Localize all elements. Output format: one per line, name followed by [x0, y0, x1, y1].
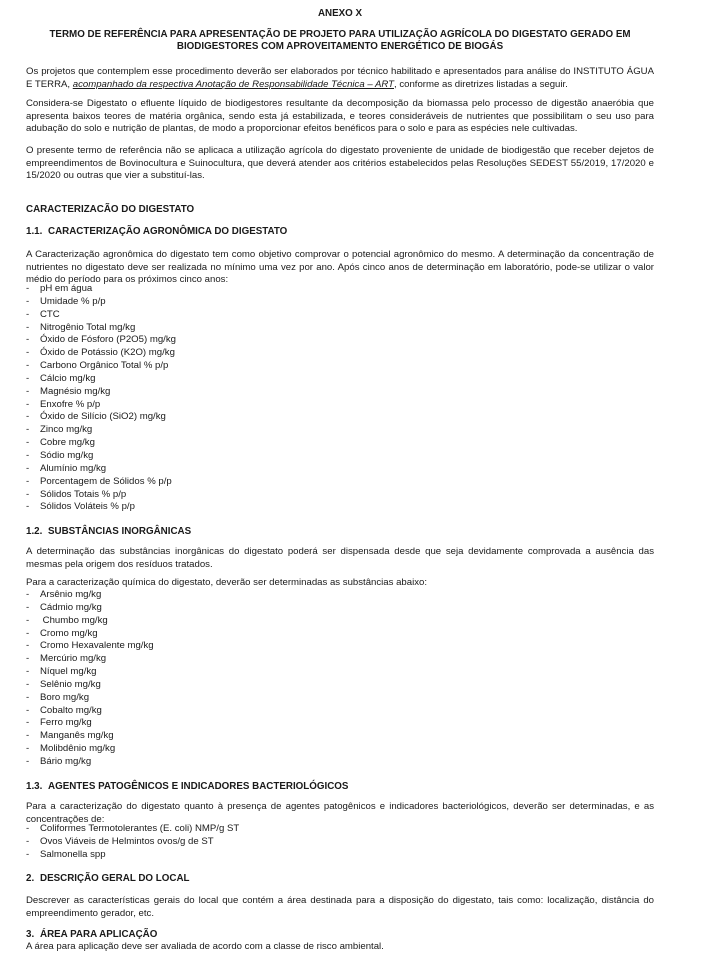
section-2-number: 2. — [26, 873, 35, 884]
list-bullet: - — [26, 347, 30, 359]
list-item-text: Ovos Viáveis de Helmintos ovos/g de ST — [40, 835, 214, 847]
list-item-text: Ferro mg/kg — [40, 717, 92, 729]
list-item-text: Manganês mg/kg — [40, 730, 114, 742]
intro-p1-text: Os projetos que contemplem esse procedimento deverão ser elaborados por técnico habilitado e apresentados para análise do INSTITUTO ÁGUA E TERRA, — [26, 66, 654, 90]
list-item — [26, 717, 154, 730]
list-item — [26, 283, 176, 296]
section-1-heading: CARACTERIZACÃO DO DIGESTATO — [26, 204, 195, 215]
list-item-text: Chumbo mg/kg — [40, 614, 108, 626]
list-item — [26, 373, 176, 386]
list-bullet: - — [26, 398, 30, 410]
list-item-text: Cromo mg/kg — [40, 627, 98, 639]
list-bullet: - — [26, 372, 30, 384]
list-bullet: - — [26, 601, 30, 613]
list-bullet: - — [26, 385, 30, 397]
list-item — [26, 411, 176, 424]
list-item-text: Porcentagem de Sólidos % p/p — [40, 475, 172, 487]
section-3-text: A área para aplicação deve ser avaliada de acordo com a classe de risco ambiental. — [26, 941, 384, 952]
list-item — [26, 463, 176, 476]
list-item — [26, 628, 154, 641]
list-bullet: - — [26, 627, 30, 639]
list-bullet: - — [26, 614, 30, 626]
list-bullet: - — [26, 411, 30, 423]
list-item-text: Sólidos Voláteis % p/p — [40, 501, 135, 513]
list-item — [26, 296, 176, 309]
list-item — [26, 679, 154, 692]
list-item-text: Zinco mg/kg — [40, 424, 93, 436]
pathogens-list — [26, 823, 239, 862]
list-item-text: Magnésio mg/kg — [40, 385, 111, 397]
list-item — [26, 386, 176, 399]
section-1-3-number: 1.3. — [26, 781, 43, 792]
list-item-text: Mercúrio mg/kg — [40, 653, 107, 665]
list-bullet: - — [26, 666, 30, 678]
list-bullet: - — [26, 321, 30, 333]
list-item — [26, 501, 176, 514]
list-bullet: - — [26, 640, 30, 652]
list-bullet: - — [26, 360, 30, 372]
section-1-3-text: Para a caracterização do digestato quanto à presença de agentes patogênicos e indicadores bacteriológicos, deverão ser determinadas, e as concentrações de: — [26, 801, 654, 825]
list-item — [26, 589, 154, 602]
inorganic-substances-list — [26, 589, 154, 769]
main-title-line-1: TERMO DE REFERÊNCIA PARA APRESENTAÇÃO DE PROJETO PARA UTILIZAÇÃO AGRÍCOLA DO DIGESTATO GERADO EM — [49, 29, 631, 40]
list-item — [26, 666, 154, 679]
list-bullet: - — [26, 823, 30, 834]
list-item-text: Molibdênio mg/kg — [40, 743, 116, 755]
list-item-text: Enxofre % p/p — [40, 398, 101, 410]
list-item-text: Nitrogênio Total mg/kg — [40, 321, 136, 333]
list-item — [26, 334, 176, 347]
list-item — [26, 476, 176, 489]
list-bullet: - — [26, 835, 30, 847]
list-item-text: Cromo Hexavalente mg/kg — [40, 640, 154, 652]
list-item — [26, 705, 154, 718]
section-1-2-text-2: Para a caracterização química do digestato, deverão ser determinadas as substâncias abaixo: — [26, 577, 428, 588]
list-item — [26, 615, 154, 628]
list-bullet: - — [26, 437, 30, 449]
intro-p1-text-end: , conforme as diretrizes listadas a seguir. — [394, 78, 568, 90]
list-item-text: Bário mg/kg — [40, 755, 92, 767]
list-item-text: Boro mg/kg — [40, 691, 90, 703]
list-item-text: Selênio mg/kg — [40, 678, 101, 690]
list-item — [26, 347, 176, 360]
list-item — [26, 322, 176, 335]
list-item-text: Carbono Orgânico Total % p/p — [40, 360, 169, 372]
section-3-title: ÁREA PARA APLICAÇÃO — [40, 929, 158, 940]
list-item — [26, 424, 176, 437]
list-item — [26, 309, 176, 322]
list-item-text: Sódio mg/kg — [40, 449, 94, 461]
list-bullet: - — [26, 717, 30, 729]
list-item — [26, 836, 239, 849]
list-bullet: - — [26, 295, 30, 307]
section-1-1-title: CARACTERIZAÇÃO AGRONÔMICA DO DIGESTATO — [48, 226, 288, 237]
list-item-text: Cobre mg/kg — [40, 437, 95, 449]
list-item-text: Óxido de Silício (SiO2) mg/kg — [40, 411, 166, 423]
section-1-3-heading — [26, 781, 348, 794]
section-1-2-text-1: A determinação das substâncias inorgânicas do digestato poderá ser dispensada desde que seja devidamente comprovada a ausência das mesmas pela origem dos resíduos tratados. — [26, 546, 654, 570]
list-item — [26, 756, 154, 769]
list-item-text: Sólidos Totais % p/p — [40, 488, 127, 500]
list-bullet: - — [26, 653, 30, 665]
list-bullet: - — [26, 308, 30, 320]
list-bullet: - — [26, 755, 30, 767]
intro-paragraph-1 — [26, 66, 654, 91]
list-item — [26, 489, 176, 502]
list-item — [26, 360, 176, 373]
list-bullet: - — [26, 678, 30, 690]
section-1-2-heading — [26, 526, 191, 539]
section-2-title: DESCRIÇÃO GERAL DO LOCAL — [40, 873, 190, 884]
section-2-text: Descrever as características gerais do local que contém a área destinada para a disposição do digestato, tais como: localização, distância do empreendimento gerador, etc. — [26, 895, 654, 919]
list-bullet: - — [26, 334, 30, 346]
main-title-line-2: BIODIGESTORES COM APROVEITAMENTO ENERGÉTICO DE BIOGÁS — [176, 41, 504, 53]
list-item-text: Cálcio mg/kg — [40, 372, 96, 384]
art-reference: acompanhado da respectiva Anotação de Responsabilidade Técnica – ART — [72, 78, 394, 90]
list-item-text: Alumínio mg/kg — [40, 462, 107, 474]
list-item — [26, 602, 154, 615]
section-1-1-text: A Caracterização agronômica do digestato tem como objetivo comprovar o potencial agronômico do mesmo. A determinação da concentração de nutrientes no digestato deve ser realizada no mínimo uma vez por ano. Após cinco anos de determinação em laboratório, pode-se utilizar o valor médio do período para os próximos cinco anos: — [26, 249, 654, 286]
section-1-3-title: AGENTES PATOGÊNICOS E INDICADORES BACTERIOLÓGICOS — [48, 781, 349, 792]
list-item — [26, 692, 154, 705]
intro-paragraph-3: O presente termo de referência não se aplicaca a utilização agrícola do digestato proveniente de unidade de biodigestão que receber dejetos de empreendimentos de Bovinocultura e Suinocultura, que deverá atender aos critérios estabelecidos pelas Resoluções SEDEST 55/2019, 17/2020 e 15/2020 ou outras que vier a substituí-las. — [26, 145, 654, 182]
list-bullet: - — [26, 704, 30, 716]
list-item-text: Umidade % p/p — [40, 295, 106, 307]
list-bullet: - — [26, 488, 30, 500]
section-1-2-number: 1.2. — [26, 526, 43, 537]
section-2-heading — [26, 873, 190, 886]
list-item-text: Níquel mg/kg — [40, 666, 97, 678]
list-bullet: - — [26, 449, 30, 461]
list-bullet: - — [26, 283, 30, 294]
annex-title: ANEXO X — [317, 8, 363, 19]
list-bullet: - — [26, 462, 30, 474]
list-bullet: - — [26, 848, 30, 860]
section-3-heading — [26, 929, 157, 942]
list-item — [26, 743, 154, 756]
section-1-1-number: 1.1. — [26, 226, 43, 237]
list-item — [26, 849, 239, 862]
list-item-text: Óxido de Potássio (K2O) mg/kg — [40, 347, 175, 359]
list-item — [26, 730, 154, 743]
list-bullet: - — [26, 691, 30, 703]
list-item — [26, 450, 176, 463]
list-bullet: - — [26, 475, 30, 487]
list-bullet: - — [26, 424, 30, 436]
list-item-text: Cádmio mg/kg — [40, 601, 102, 613]
list-item-text: Coliformes Termotolerantes (E. coli) NMP/g ST — [40, 823, 240, 834]
section-1-1-heading — [26, 226, 287, 239]
list-item — [26, 399, 176, 412]
list-bullet: - — [26, 730, 30, 742]
list-item-text: Cobalto mg/kg — [40, 704, 102, 716]
list-item — [26, 640, 154, 653]
intro-paragraph-2: Considera-se Digestato o efluente líquido de biodigestores resultante da decomposição da biomassa pelo processo de digestão anaeróbia que apresenta baixos teores de matéria orgânica, sendo esta já estabilizada, e teores consideráveis de nutrientes que possibilitam o seu uso para adubação do solo e nutrição de plantas, de modo a proporcionar efeitos benéficos para o solo e para as espécies nele cultivadas. — [26, 98, 654, 135]
main-title — [26, 29, 654, 54]
list-bullet: - — [26, 589, 30, 600]
list-bullet: - — [26, 501, 30, 513]
list-item-text: Salmonella spp — [40, 848, 106, 860]
list-item — [26, 653, 154, 666]
list-item-text: pH em água — [40, 283, 93, 294]
section-3-number: 3. — [26, 929, 35, 940]
list-item — [26, 823, 239, 836]
agronomic-parameters-list — [26, 283, 176, 514]
list-item — [26, 437, 176, 450]
list-item-text: Óxido de Fósforo (P2O5) mg/kg — [40, 334, 176, 346]
list-item-text: Arsênio mg/kg — [40, 589, 102, 600]
section-1-2-title: SUBSTÂNCIAS INORGÂNICAS — [48, 526, 192, 537]
list-item-text: CTC — [40, 308, 60, 320]
list-bullet: - — [26, 743, 30, 755]
